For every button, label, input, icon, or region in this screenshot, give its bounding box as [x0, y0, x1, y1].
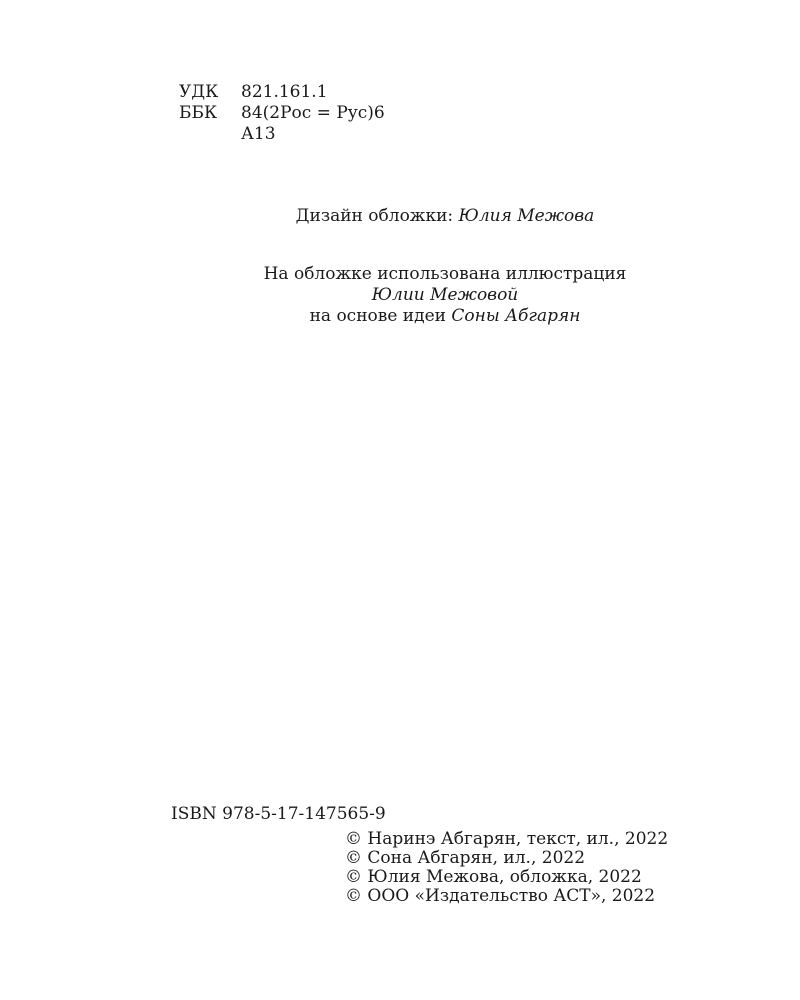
cover-design-credit: [0, 206, 800, 226]
classification-row-bbk: [179, 103, 385, 124]
illustration-line-2: Юлии Межовой: [371, 285, 519, 305]
classification-code: УДК: [179, 82, 219, 102]
classification-row-udk: [179, 82, 385, 103]
isbn: ISBN 978-5-17-147565-9: [171, 804, 386, 824]
illustration-credit: [0, 264, 800, 327]
classification-value: А13: [241, 124, 276, 144]
classification-value: 84(2Рос = Рус)6: [241, 103, 385, 123]
illustration-line-3-text: на основе идеи: [309, 306, 446, 326]
classification-code: ББК: [179, 103, 218, 123]
copyright-line: © Юлия Межова, обложка, 2022: [345, 867, 642, 887]
classification-code: [179, 124, 241, 145]
illustration-line-1: На обложке использована иллюстрация: [263, 264, 627, 284]
cover-design-label: Дизайн обложки:: [295, 206, 454, 226]
classification-block: [179, 82, 385, 145]
classification-row-author-mark: [179, 124, 385, 145]
cover-design-name: Юлия Межова: [458, 206, 595, 226]
illustration-line-3-name: Соны Абгарян: [451, 306, 581, 326]
copyright-list: [345, 830, 668, 906]
classification-value: 821.161.1: [241, 82, 328, 102]
copyright-line: © Наринэ Абгарян, текст, ил., 2022: [345, 829, 669, 849]
copyright-line: © Сона Абгарян, ил., 2022: [345, 848, 586, 868]
copyright-line: © ООО «Издательство АСТ», 2022: [345, 886, 656, 906]
illustration-line-3: [0, 306, 800, 327]
